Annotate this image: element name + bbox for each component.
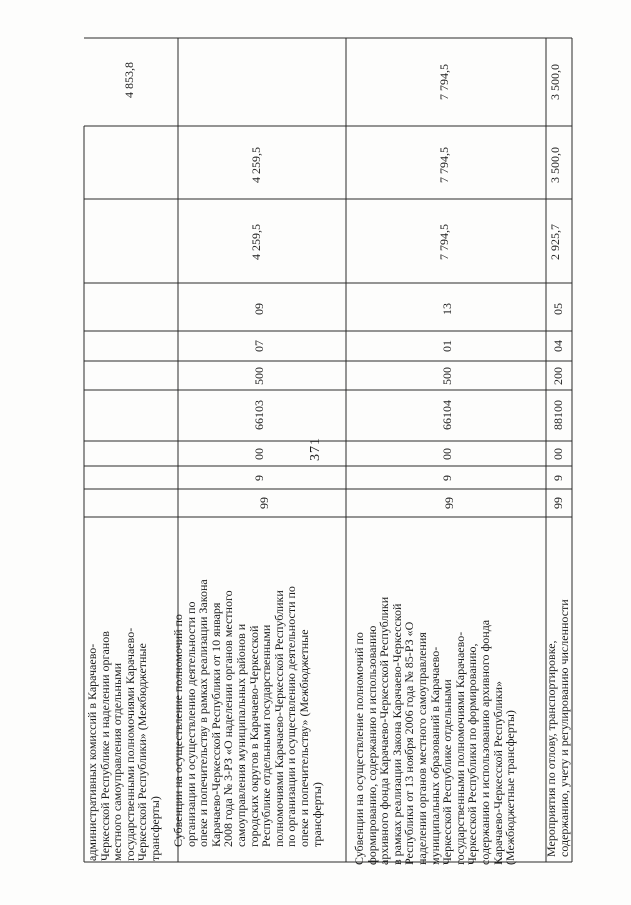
code-cell: 99: [551, 497, 565, 509]
row-name: Мероприятия по отлову, транспортировке, содержанию, учету и регулированию численности: [544, 599, 571, 857]
code-cell: 00: [252, 448, 266, 460]
sum-cell: 4 853,8: [122, 62, 136, 98]
code-cell: 88100: [551, 400, 565, 430]
code-cell: 04: [551, 340, 565, 352]
code-cell: 99: [442, 497, 456, 509]
code-cell: 9: [252, 475, 266, 481]
code-cell: 66104: [440, 400, 454, 430]
code-cell: 66103: [252, 400, 266, 430]
code-cell: 500: [252, 367, 266, 385]
code-cell: 01: [440, 340, 454, 352]
code-cell: 13: [440, 303, 454, 315]
row-name: Субвенции на осуществление полномочий по организации и осуществлению деятельности по опеке и попечительству в рамках реализации Закона Карачаево-Черкесской Республики от 10 января 2008 года № 3-РЗ «О наделении органов местного самоуправления муниципальных районов и городских округов в Карачаево-Черкесской Республике отдельными государственными полномочиями Карачаево-Черкесской Республики по организации и осуществлению деятельности по опеке и попечительству» (Межбюджетные трансферты): [171, 579, 324, 847]
code-cell: 09: [252, 303, 266, 315]
sum-cell: 4 259,5: [249, 147, 263, 183]
code-cell: 200: [551, 367, 565, 385]
page-number: 371: [308, 437, 323, 461]
sum-cell: 7 794,5: [437, 224, 451, 260]
sum-cell: 4 259,5: [249, 224, 263, 260]
code-cell: 00: [551, 448, 565, 460]
sum-cell: 3 500,0: [548, 147, 562, 183]
sum-cell: 7 794,5: [437, 147, 451, 183]
sum-cell: 2 925,7: [548, 224, 562, 260]
code-cell: 99: [257, 497, 271, 509]
code-cell: 9: [440, 475, 454, 481]
code-cell: 07: [252, 340, 266, 352]
row-name: административных комиссий в Карачаево- Черкесской Республике и наделении органов местного самоуправления отдельными государственными полномочиями Карачаево- Черкесской Республики» (Межбюджетные трансферты): [85, 627, 162, 861]
row-name: Субвенции на осуществление полномочий по формированию, содержанию и использованию архивного фонда Карачаево-Черкесской Республики в рамках реализации Закона Карачаево-Черкесской Республики от 13 ноября 2006 года № 85-РЗ «О наделении органов местного самоуправления муниципальных образований в Карачаево- Черкесской Республике отдельными государственными полномочиями Карачаево- Черкесской Республики по формированию, содержанию и использованию архивного фонда Карачаево-Черкесской Республики» (Межбюджетные трансферты): [352, 596, 518, 865]
code-cell: 9: [551, 475, 565, 481]
sum-cell: 3 500,0: [548, 64, 562, 100]
code-cell: 00: [440, 448, 454, 460]
code-cell: 05: [551, 303, 565, 315]
code-cell: 500: [440, 367, 454, 385]
sum-cell: 7 794,5: [437, 64, 451, 100]
